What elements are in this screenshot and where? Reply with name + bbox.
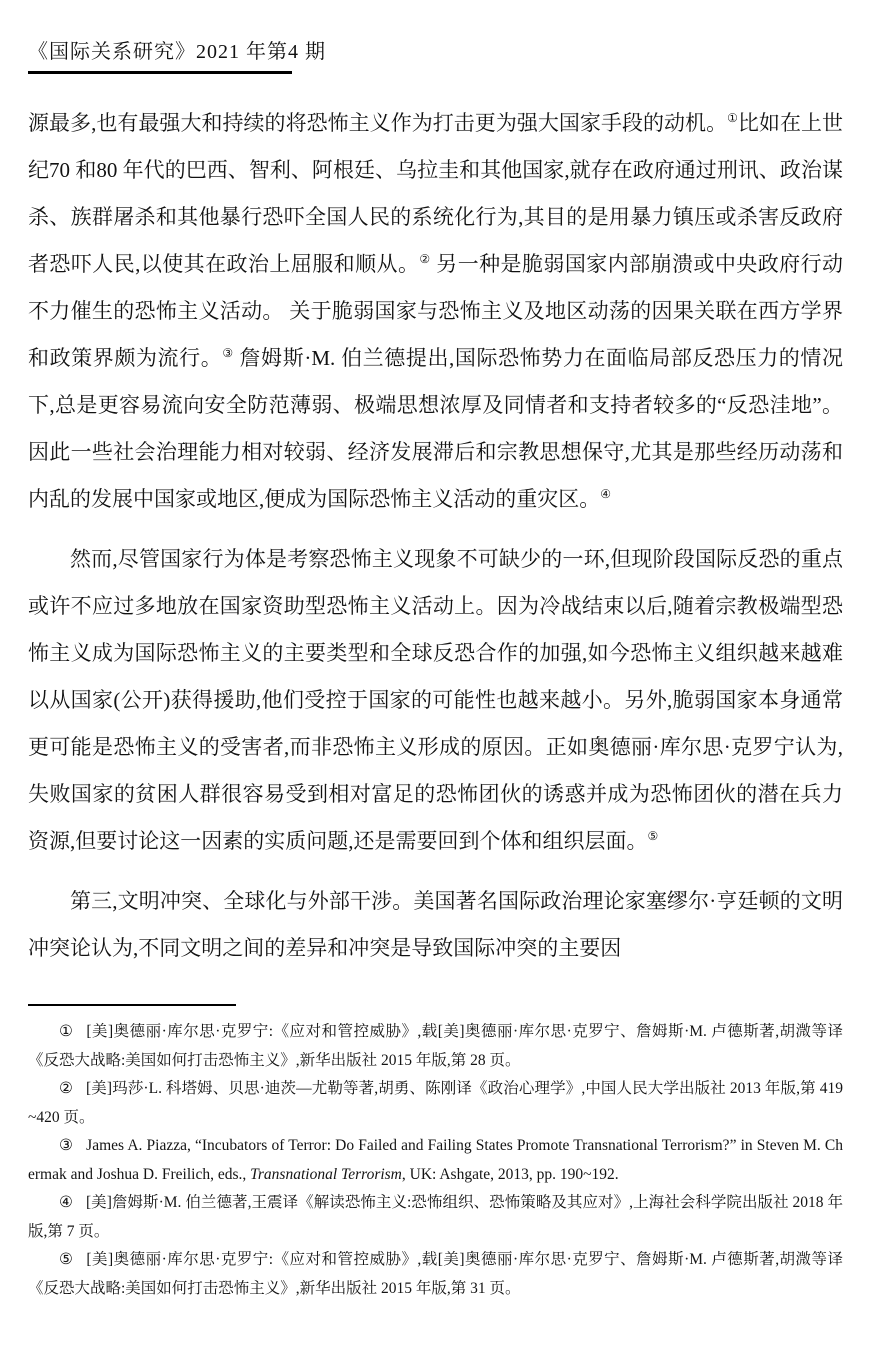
footnote-2-text: [美]玛莎·L. 科塔姆、贝思·迪茨—尤勒等著,胡勇、陈刚译《政治心理学》,中国人民大学出版社 2013 年版,第 419~420 页。	[28, 1080, 843, 1126]
paragraph-2	[28, 536, 843, 865]
paragraph-1	[28, 100, 843, 523]
footnote-5-text: [美]奥德丽·库尔思·克罗宁:《应对和管控威胁》,载[美]奥德丽·库尔思·克罗宁、詹姆斯·M. 卢德斯著,胡溦等译《反恐大战略:美国如何打击恐怖主义》,新华出版社 2015 年版,第 31 页。	[28, 1251, 844, 1297]
footnote-5	[28, 1246, 843, 1303]
footnote-1	[28, 1018, 843, 1075]
paragraph-1-text: 另一种是脆弱国家内部崩溃或中央政府行动不力催生的恐怖主义活动。 关于脆弱国家与恐怖主义及地区动荡的因果关联在西方学界和政策界颇为流行。	[28, 252, 843, 370]
paragraph-3	[28, 878, 843, 972]
footnote-list	[28, 1018, 843, 1303]
footnote-4	[28, 1189, 843, 1246]
footnote-3	[28, 1132, 843, 1189]
paragraph-3-text: 第三,文明冲突、全球化与外部干涉。美国著名国际政治理论家塞缪尔·亨廷顿的文明冲突论认为,不同文明之间的差异和冲突是导致国际冲突的主要因	[28, 889, 843, 960]
footnote-ref-2: ②	[419, 252, 431, 266]
footnote-3-text: , UK: Ashgate, 2013, pp. 190~192.	[401, 1165, 619, 1183]
footnote-ref-5: ⑤	[647, 829, 659, 843]
footnote-2	[28, 1075, 843, 1132]
footnote-ref-3: ③	[222, 346, 234, 360]
footnotes-section	[28, 1004, 843, 1303]
footnote-3-marker: ③	[59, 1137, 74, 1154]
article-body	[28, 100, 843, 972]
paragraph-1-text: 詹姆斯·M. 伯兰德提出,国际恐怖势力在面临局部反恐压力的情况下,总是更容易流向安全防范薄弱、极端思想浓厚及同情者和支持者较多的“反恐洼地”。 因此一些社会治理能力相对较弱、经济发展滞后和宗教思想保守,尤其是那些经历动荡和内乱的发展中国家或地区,便成为国际恐怖主义活动的重灾区。	[28, 346, 843, 511]
paragraph-1-text: 源最多,也有最强大和持续的将恐怖主义作为打击更为强大国家手段的动机。	[28, 111, 728, 135]
footnote-1-text: [美]奥德丽·库尔思·克罗宁:《应对和管控威胁》,载[美]奥德丽·库尔思·克罗宁、詹姆斯·M. 卢德斯著,胡溦等译《反恐大战略:美国如何打击恐怖主义》,新华出版社 2015 年版,第 28 页。	[28, 1023, 844, 1069]
footnote-ref-1: ①	[727, 111, 738, 125]
footnote-4-marker: ④	[59, 1194, 73, 1211]
paragraph-2-text: 然而,尽管国家行为体是考察恐怖主义现象不可缺少的一环,但现阶段国际反恐的重点或许不应过多地放在国家资助型恐怖主义活动上。因为冷战结束以后,随着宗教极端型恐怖主义成为国际恐怖主义的主要类型和全球反恐合作的加强,如今恐怖主义组织越来越难以从国家(公开)获得援助,他们受控于国家的可能性也越来越小。另外,脆弱国家本身通常更可能是恐怖主义的受害者,而非恐怖主义形成的原因。正如奥德丽·库尔思·克罗宁认为,失败国家的贫困人群很容易受到相对富足的恐怖团伙的诱惑并成为恐怖团伙的潜在兵力资源,但要讨论这一因素的实质问题,还是需要回到个体和组织层面。	[28, 547, 843, 853]
footnote-2-marker: ②	[59, 1080, 74, 1097]
journal-issue-title: 《国际关系研究》2021 年第4 期	[28, 41, 326, 63]
footnote-4-text: [美]詹姆斯·M. 伯兰德著,王震译《解读恐怖主义:恐怖组织、恐怖策略及其应对》,上海社会科学院出版社 2018 年版,第 7 页。	[28, 1194, 843, 1240]
paragraph-1-text: 比如在上世纪70 和80 年代的巴西、智利、阿根廷、乌拉圭和其他国家,就存在政府通过刑讯、政治谋杀、族群屠杀和其他暴行恐吓全国人民的系统化行为,其目的是用暴力镇压或杀害反政府者恐吓人民,以使其在政治上屈服和顺从。	[28, 111, 844, 276]
footnote-1-marker: ①	[59, 1023, 74, 1040]
footnote-divider	[28, 1004, 236, 1006]
footnote-5-marker: ⑤	[59, 1251, 74, 1268]
footnote-3-book-title: Transnational Terrorism	[250, 1165, 402, 1183]
page-header	[28, 38, 843, 74]
footnote-ref-4: ④	[600, 487, 612, 501]
footnote-3-text: James A. Piazza, “Incubators of Terror: Do Failed and Failing States Promote Transnational Terrorism?” in Steven M. Chermak and Joshua D. Freilich, eds.,	[28, 1137, 843, 1183]
header-underline	[28, 71, 292, 74]
